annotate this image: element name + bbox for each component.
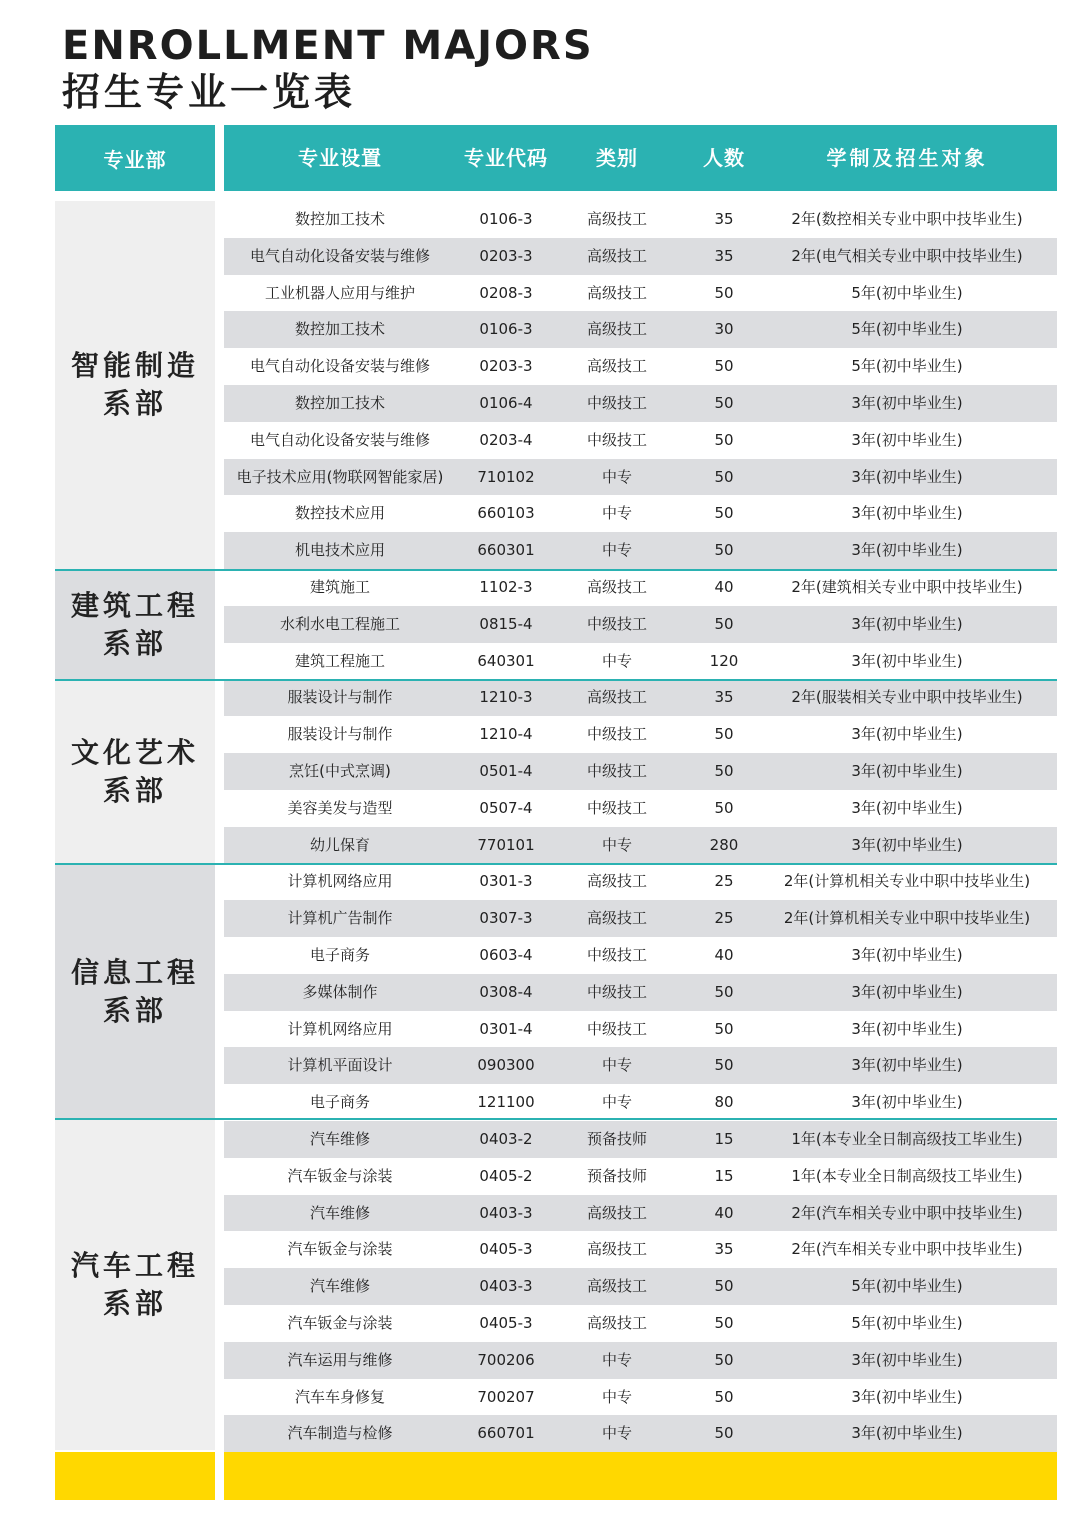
count-cell: 35 bbox=[714, 246, 734, 265]
table-row bbox=[224, 422, 1057, 459]
count-cell: 40 bbox=[714, 577, 734, 596]
count-cell: 50 bbox=[714, 798, 734, 817]
header-duration: 学制及招生对象 bbox=[826, 146, 988, 170]
duration-cell: 3年(初中毕业生) bbox=[851, 1019, 963, 1038]
duration-cell: 2年(建筑相关专业中职中技毕业生) bbox=[791, 577, 1023, 596]
duration-cell: 5年(初中毕业生) bbox=[851, 1313, 963, 1332]
table-row bbox=[224, 974, 1057, 1011]
table-row bbox=[224, 1084, 1057, 1121]
duration-cell: 5年(初中毕业生) bbox=[851, 320, 963, 339]
major-cell: 服装设计与制作 bbox=[287, 688, 393, 707]
code-cell: 770101 bbox=[477, 835, 535, 854]
code-cell: 0403-3 bbox=[479, 1203, 533, 1222]
category-cell: 高级技工 bbox=[586, 1277, 647, 1296]
table-row bbox=[224, 385, 1057, 422]
count-cell: 50 bbox=[714, 614, 734, 633]
category-cell: 中专 bbox=[601, 1093, 632, 1112]
category-cell: 高级技工 bbox=[586, 909, 647, 928]
major-cell: 烹饪(中式烹调) bbox=[289, 761, 391, 780]
major-cell: 汽车钣金与涂装 bbox=[287, 1313, 393, 1332]
dept-automotive bbox=[55, 1120, 215, 1450]
table-row bbox=[224, 1379, 1057, 1416]
section-divider bbox=[55, 863, 1057, 865]
category-cell: 中级技工 bbox=[586, 725, 647, 744]
major-cell: 汽车车身修复 bbox=[294, 1387, 385, 1406]
header-category: 类别 bbox=[596, 146, 638, 170]
count-cell: 50 bbox=[714, 283, 734, 302]
code-cell: 0203-3 bbox=[479, 246, 533, 265]
code-cell: 0307-3 bbox=[479, 909, 533, 928]
duration-cell: 3年(初中毕业生) bbox=[851, 798, 963, 817]
footer-bar-left bbox=[55, 1452, 215, 1500]
category-cell: 中级技工 bbox=[586, 393, 647, 412]
dept-name: 信息工程系部 bbox=[70, 955, 199, 1027]
duration-cell: 3年(初中毕业生) bbox=[851, 982, 963, 1001]
duration-cell: 3年(初中毕业生) bbox=[851, 541, 963, 560]
category-cell: 中级技工 bbox=[586, 1019, 647, 1038]
table-body bbox=[224, 201, 1057, 1452]
major-cell: 机电技术应用 bbox=[294, 541, 385, 560]
count-cell: 50 bbox=[714, 1424, 734, 1443]
table-row bbox=[224, 311, 1057, 348]
major-cell: 建筑施工 bbox=[309, 577, 370, 596]
footer-bar-right bbox=[224, 1452, 1057, 1500]
category-cell: 预备技师 bbox=[586, 1166, 647, 1185]
table-row bbox=[224, 1342, 1057, 1379]
table-row bbox=[224, 1415, 1057, 1452]
table-row bbox=[224, 1195, 1057, 1232]
duration-cell: 5年(初中毕业生) bbox=[851, 357, 963, 376]
count-cell: 25 bbox=[714, 909, 734, 928]
major-cell: 数控加工技术 bbox=[294, 210, 385, 228]
count-cell: 40 bbox=[714, 1203, 734, 1222]
dept-name: 汽车工程系部 bbox=[70, 1249, 199, 1320]
category-cell: 中专 bbox=[601, 1350, 632, 1369]
table-row bbox=[224, 1231, 1057, 1268]
header-count: 人数 bbox=[703, 146, 745, 170]
count-cell: 35 bbox=[714, 1240, 734, 1259]
code-cell: 090300 bbox=[477, 1056, 535, 1075]
category-cell: 中专 bbox=[601, 467, 632, 486]
duration-cell: 3年(初中毕业生) bbox=[851, 467, 963, 486]
major-cell: 计算机平面设计 bbox=[287, 1056, 393, 1075]
category-cell: 中级技工 bbox=[586, 945, 647, 964]
duration-cell: 2年(电气相关专业中职中技毕业生) bbox=[791, 246, 1023, 265]
major-cell: 数控技术应用 bbox=[294, 504, 385, 523]
code-cell: 0603-4 bbox=[479, 945, 533, 964]
page-title-cn: 招生专业一览表 bbox=[62, 70, 357, 114]
major-cell: 汽车维修 bbox=[309, 1129, 370, 1148]
code-cell: 700207 bbox=[477, 1387, 535, 1406]
section-divider bbox=[55, 1118, 1057, 1120]
dept-name: 文化艺术系部 bbox=[70, 736, 199, 807]
count-cell: 80 bbox=[714, 1093, 734, 1112]
duration-cell: 3年(初中毕业生) bbox=[851, 614, 963, 633]
code-cell: 0815-4 bbox=[479, 614, 533, 633]
section-divider bbox=[55, 569, 1057, 571]
duration-cell: 1年(本专业全日制高级技工毕业生) bbox=[791, 1166, 1023, 1185]
code-cell: 0203-4 bbox=[479, 430, 533, 449]
table-row bbox=[224, 201, 1057, 238]
duration-cell: 3年(初中毕业生) bbox=[851, 945, 963, 964]
duration-cell: 3年(初中毕业生) bbox=[851, 504, 963, 523]
major-cell: 汽车钣金与涂装 bbox=[287, 1166, 393, 1185]
duration-cell: 2年(汽车相关专业中职中技毕业生) bbox=[791, 1240, 1023, 1259]
code-cell: 1210-4 bbox=[479, 725, 533, 744]
code-cell: 0301-4 bbox=[479, 1019, 533, 1038]
category-cell: 高级技工 bbox=[586, 872, 647, 891]
major-cell: 数控加工技术 bbox=[294, 393, 385, 412]
code-cell: 640301 bbox=[477, 651, 535, 670]
duration-cell: 3年(初中毕业生) bbox=[851, 393, 963, 412]
category-cell: 中专 bbox=[601, 541, 632, 560]
code-cell: 1210-3 bbox=[479, 688, 533, 707]
table-row bbox=[224, 937, 1057, 974]
code-cell: 700206 bbox=[477, 1350, 535, 1369]
dept-construction bbox=[55, 571, 215, 679]
code-cell: 0403-3 bbox=[479, 1277, 533, 1296]
count-cell: 50 bbox=[714, 467, 734, 486]
duration-cell: 2年(计算机相关专业中职中技毕业生) bbox=[783, 872, 1031, 891]
code-cell: 0106-4 bbox=[479, 393, 533, 412]
table-row bbox=[224, 569, 1057, 606]
major-cell: 汽车维修 bbox=[309, 1277, 370, 1296]
table-row bbox=[224, 1011, 1057, 1048]
major-cell: 汽车制造与检修 bbox=[287, 1424, 393, 1443]
code-cell: 660701 bbox=[477, 1424, 535, 1443]
major-cell: 电气自动化设备安装与维修 bbox=[249, 357, 430, 376]
category-cell: 中级技工 bbox=[586, 798, 647, 817]
count-cell: 40 bbox=[714, 945, 734, 964]
major-cell: 汽车钣金与涂装 bbox=[287, 1240, 393, 1259]
table-row bbox=[224, 495, 1057, 532]
dept-information bbox=[55, 865, 215, 1118]
table-row bbox=[224, 238, 1057, 275]
category-cell: 高级技工 bbox=[586, 210, 647, 228]
count-cell: 50 bbox=[714, 504, 734, 523]
code-cell: 0308-4 bbox=[479, 982, 533, 1001]
code-cell: 660301 bbox=[477, 541, 535, 560]
count-cell: 30 bbox=[714, 320, 734, 339]
category-cell: 中级技工 bbox=[586, 614, 647, 633]
table-row bbox=[224, 275, 1057, 312]
table-row bbox=[224, 1121, 1057, 1158]
major-cell: 电子商务 bbox=[309, 945, 370, 964]
code-cell: 0405-3 bbox=[479, 1240, 533, 1259]
category-cell: 中级技工 bbox=[586, 761, 647, 780]
code-cell: 0501-4 bbox=[479, 761, 533, 780]
duration-cell: 1年(本专业全日制高级技工毕业生) bbox=[791, 1129, 1023, 1148]
category-cell: 中专 bbox=[601, 1056, 632, 1075]
category-cell: 高级技工 bbox=[586, 1240, 647, 1259]
duration-cell: 3年(初中毕业生) bbox=[851, 1387, 963, 1406]
major-cell: 电气自动化设备安装与维修 bbox=[249, 430, 430, 449]
count-cell: 50 bbox=[714, 357, 734, 376]
duration-cell: 3年(初中毕业生) bbox=[851, 725, 963, 744]
table-row bbox=[224, 532, 1057, 569]
count-cell: 50 bbox=[714, 541, 734, 560]
duration-cell: 3年(初中毕业生) bbox=[851, 761, 963, 780]
dept-culture-art bbox=[55, 681, 215, 863]
major-cell: 幼儿保育 bbox=[309, 835, 370, 854]
major-cell: 数控加工技术 bbox=[294, 320, 385, 339]
duration-cell: 3年(初中毕业生) bbox=[851, 651, 963, 670]
count-cell: 50 bbox=[714, 393, 734, 412]
duration-cell: 3年(初中毕业生) bbox=[851, 430, 963, 449]
code-cell: 0203-3 bbox=[479, 357, 533, 376]
table-header bbox=[224, 125, 1057, 191]
count-cell: 280 bbox=[709, 835, 739, 854]
duration-cell: 2年(数控相关专业中职中技毕业生) bbox=[791, 210, 1023, 228]
table-row bbox=[224, 1268, 1057, 1305]
table-row bbox=[224, 790, 1057, 827]
count-cell: 50 bbox=[714, 1387, 734, 1406]
code-cell: 0301-3 bbox=[479, 872, 533, 891]
category-cell: 中专 bbox=[601, 651, 632, 670]
major-cell: 电子商务 bbox=[309, 1093, 370, 1112]
table-row bbox=[224, 348, 1057, 385]
category-cell: 中专 bbox=[601, 835, 632, 854]
duration-cell: 5年(初中毕业生) bbox=[851, 283, 963, 302]
major-cell: 电气自动化设备安装与维修 bbox=[249, 246, 430, 265]
major-cell: 计算机网络应用 bbox=[287, 872, 393, 891]
count-cell: 50 bbox=[714, 430, 734, 449]
category-cell: 高级技工 bbox=[586, 357, 647, 376]
duration-cell: 2年(汽车相关专业中职中技毕业生) bbox=[791, 1203, 1023, 1222]
category-cell: 预备技师 bbox=[586, 1129, 647, 1148]
count-cell: 50 bbox=[714, 761, 734, 780]
major-cell: 美容美发与造型 bbox=[287, 798, 393, 817]
count-cell: 50 bbox=[714, 1056, 734, 1075]
dept-intelligent-manufacturing bbox=[55, 201, 215, 569]
category-cell: 高级技工 bbox=[586, 577, 647, 596]
category-cell: 高级技工 bbox=[586, 320, 647, 339]
count-cell: 50 bbox=[714, 1019, 734, 1038]
header-dept: 专业部 bbox=[55, 125, 215, 191]
table-row bbox=[224, 1047, 1057, 1084]
count-cell: 15 bbox=[714, 1129, 734, 1148]
count-cell: 50 bbox=[714, 1350, 734, 1369]
count-cell: 35 bbox=[714, 210, 734, 228]
category-cell: 高级技工 bbox=[586, 283, 647, 302]
section-divider bbox=[55, 679, 1057, 681]
table-row bbox=[224, 679, 1057, 716]
header-code: 专业代码 bbox=[464, 146, 548, 170]
major-cell: 计算机广告制作 bbox=[287, 909, 393, 928]
table-row bbox=[224, 900, 1057, 937]
major-cell: 多媒体制作 bbox=[302, 982, 378, 1001]
table-row bbox=[224, 827, 1057, 864]
duration-cell: 2年(服装相关专业中职中技毕业生) bbox=[791, 688, 1023, 707]
table-row bbox=[224, 753, 1057, 790]
duration-cell: 3年(初中毕业生) bbox=[851, 1093, 963, 1112]
major-cell: 服装设计与制作 bbox=[287, 725, 393, 744]
count-cell: 120 bbox=[709, 651, 739, 670]
major-cell: 水利水电工程施工 bbox=[279, 614, 400, 633]
category-cell: 中专 bbox=[601, 1387, 632, 1406]
count-cell: 50 bbox=[714, 982, 734, 1001]
code-cell: 121100 bbox=[477, 1093, 535, 1112]
code-cell: 660103 bbox=[477, 504, 535, 523]
code-cell: 0208-3 bbox=[479, 283, 533, 302]
code-cell: 0106-3 bbox=[479, 320, 533, 339]
major-cell: 计算机网络应用 bbox=[287, 1019, 393, 1038]
table-row bbox=[224, 1305, 1057, 1342]
category-cell: 高级技工 bbox=[586, 1313, 647, 1332]
major-cell: 汽车运用与维修 bbox=[287, 1350, 393, 1369]
major-cell: 汽车维修 bbox=[309, 1203, 370, 1222]
header-major: 专业设置 bbox=[298, 146, 382, 170]
page-title-en: ENROLLMENT MAJORS bbox=[62, 23, 594, 69]
duration-cell: 5年(初中毕业生) bbox=[851, 1277, 963, 1296]
major-cell: 电子技术应用(物联网智能家居) bbox=[236, 467, 444, 486]
code-cell: 0507-4 bbox=[479, 798, 533, 817]
count-cell: 35 bbox=[714, 688, 734, 707]
major-cell: 建筑工程施工 bbox=[294, 651, 385, 670]
category-cell: 中专 bbox=[601, 504, 632, 523]
dept-name: 建筑工程系部 bbox=[70, 589, 199, 660]
duration-cell: 3年(初中毕业生) bbox=[851, 1350, 963, 1369]
count-cell: 50 bbox=[714, 725, 734, 744]
category-cell: 中级技工 bbox=[586, 982, 647, 1001]
code-cell: 1102-3 bbox=[479, 577, 533, 596]
duration-cell: 3年(初中毕业生) bbox=[851, 1056, 963, 1075]
category-cell: 中专 bbox=[601, 1424, 632, 1443]
table-row bbox=[224, 1158, 1057, 1195]
table-row bbox=[224, 606, 1057, 643]
category-cell: 高级技工 bbox=[586, 688, 647, 707]
table-row bbox=[224, 459, 1057, 496]
code-cell: 0405-2 bbox=[479, 1166, 533, 1185]
category-cell: 高级技工 bbox=[586, 246, 647, 265]
major-cell: 工业机器人应用与维护 bbox=[264, 283, 415, 302]
table-row bbox=[224, 643, 1057, 680]
duration-cell: 2年(计算机相关专业中职中技毕业生) bbox=[783, 909, 1031, 928]
code-cell: 0106-3 bbox=[479, 210, 533, 228]
duration-cell: 3年(初中毕业生) bbox=[851, 835, 963, 854]
category-cell: 高级技工 bbox=[586, 1203, 647, 1222]
dept-name: 智能制造系部 bbox=[70, 349, 199, 420]
code-cell: 710102 bbox=[477, 467, 535, 486]
count-cell: 25 bbox=[714, 872, 734, 891]
code-cell: 0403-2 bbox=[479, 1129, 533, 1148]
count-cell: 50 bbox=[714, 1313, 734, 1332]
table-row bbox=[224, 716, 1057, 753]
duration-cell: 3年(初中毕业生) bbox=[851, 1424, 963, 1443]
code-cell: 0405-3 bbox=[479, 1313, 533, 1332]
category-cell: 中级技工 bbox=[586, 430, 647, 449]
table-row bbox=[224, 863, 1057, 900]
count-cell: 50 bbox=[714, 1277, 734, 1296]
count-cell: 15 bbox=[714, 1166, 734, 1185]
